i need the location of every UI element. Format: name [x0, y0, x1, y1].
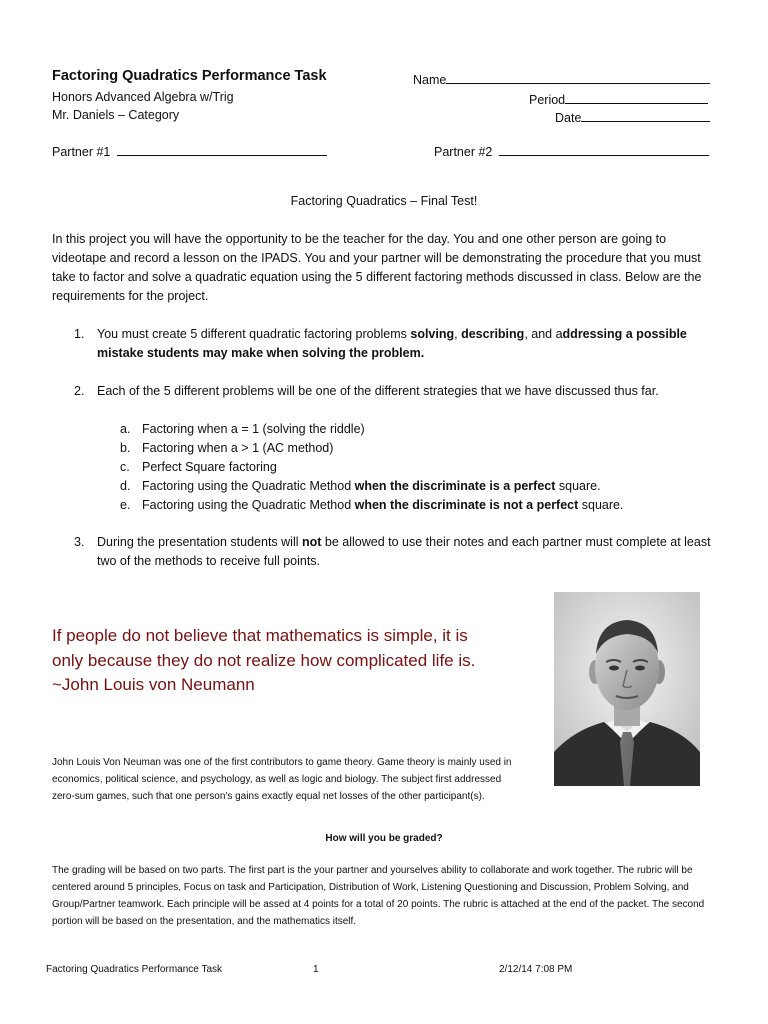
course-name: Honors Advanced Algebra w/Trig [52, 90, 234, 104]
r1-bold-describing: describing [461, 327, 525, 341]
footer-doc-title: Factoring Quadratics Performance Task [46, 964, 223, 975]
teacher-name: Mr. Daniels – Category [52, 108, 180, 122]
requirement-2-number: 2. [74, 384, 85, 398]
footer-page-number: 1 [313, 964, 319, 975]
quote-line-2: only because they do not realize how complicated life is. [52, 650, 476, 670]
strategy-bold-text: when the discriminate is a perfect [354, 479, 556, 493]
partner2-blank[interactable] [499, 142, 709, 156]
strategy-text: Factoring using the Quadratic Method [142, 498, 355, 512]
strategy-letter: a. [120, 422, 131, 436]
period-blank[interactable] [565, 90, 708, 104]
document-title: Factoring Quadratics Performance Task [52, 68, 327, 84]
quote [52, 624, 532, 698]
quote-attribution: ~John Louis von Neumann [52, 675, 255, 694]
strategy-letter: d. [120, 479, 131, 493]
intro-paragraph: In this project you will have the opportunity to be the teacher for the day. You and one other person are going to videotape and record a lesson on the IPADS. You and your partner will be demonstrating the procedure that you must take to factor and solve a quadratic equation using the 5 different factoring methods discussed in class. Below are the requirements for the project. [52, 232, 702, 303]
date-label: Date [555, 111, 582, 125]
r3-text-c: be allowed to use their notes and each partner must complete at least two of the methods to receive full points. [97, 535, 711, 568]
bio-paragraph: John Louis Von Neuman was one of the first contributors to game theory. Game theory is mainly used in economics, political science, and psychology, as well as logic and biology. The subject first addressed zero-sum games, such that one person's gains exactly equal net losses of the other participant(s). [52, 757, 512, 802]
name-label: Name [413, 73, 447, 87]
partner1-field[interactable] [52, 142, 327, 159]
date-field[interactable] [555, 108, 710, 125]
strategy-text: Factoring when a > 1 (AC method) [142, 441, 334, 455]
section-title: Factoring Quadratics – Final Test! [290, 194, 478, 208]
r1-text-d: , and a [524, 327, 563, 341]
requirement-3-text [97, 533, 712, 571]
strategy-letter: c. [120, 460, 130, 474]
period-field[interactable] [529, 90, 708, 107]
strategy-letter: b. [120, 441, 131, 455]
name-field[interactable] [413, 70, 710, 87]
grading-paragraph: The grading will be based on two parts. The first part is the your partner and yourselves ability to collaborate and work together. The rubric will be centered around 5 principles, Focus on task and Participation, Distribution of Work, Listening Questioning and Discussion, Problem Solving, and Group/Partner teamwork. Each principle will be assed at 4 points for a total of 20 points. The rubric is attached at the end of the packet. The second portion will be based on the presentation, and the mathematics itself. [52, 865, 705, 927]
date-blank[interactable] [581, 108, 710, 122]
period-label: Period [529, 93, 566, 107]
portrait-photo [554, 592, 700, 786]
strategy-letter: e. [120, 498, 131, 512]
r1-text-a: You must create 5 different quadratic factoring problems [97, 327, 411, 341]
partner1-blank[interactable] [117, 142, 327, 156]
footer-timestamp: 2/12/14 7:08 PM [499, 964, 573, 975]
strategy-text-end: square. [578, 498, 624, 512]
r3-text-a: During the presentation students will [97, 535, 302, 549]
strategy-bold-text: when the discriminate is not a perfect [354, 498, 579, 512]
r1-bold-addressing: ddressing a possible mistake students may make when solving the problem. [97, 327, 687, 360]
grading-heading: How will you be graded? [325, 833, 443, 844]
requirement-2-text: Each of the 5 different problems will be one of the different strategies that we have discussed thus far. [97, 384, 659, 398]
strategy-text: Factoring when a = 1 (solving the riddle) [142, 422, 365, 436]
r3-bold-not: not [301, 535, 322, 549]
quote-line-1: If people do not believe that mathematics is simple, it is [52, 626, 468, 645]
strategy-text: Factoring using the Quadratic Method [142, 479, 355, 493]
requirement-1-text [97, 325, 712, 363]
requirement-1-number: 1. [74, 327, 85, 341]
strategy-text-end: square. [555, 479, 601, 493]
requirement-3-number: 3. [74, 535, 85, 549]
name-blank[interactable] [446, 70, 710, 84]
partner1-label: Partner #1 [52, 145, 111, 159]
portrait-illustration [554, 592, 700, 786]
partner2-field[interactable] [434, 142, 709, 159]
partner2-label: Partner #2 [434, 145, 493, 159]
r1-bold-solving: solving [410, 327, 455, 341]
strategy-text: Perfect Square factoring [142, 460, 277, 474]
r1-text-c: , [454, 327, 462, 341]
